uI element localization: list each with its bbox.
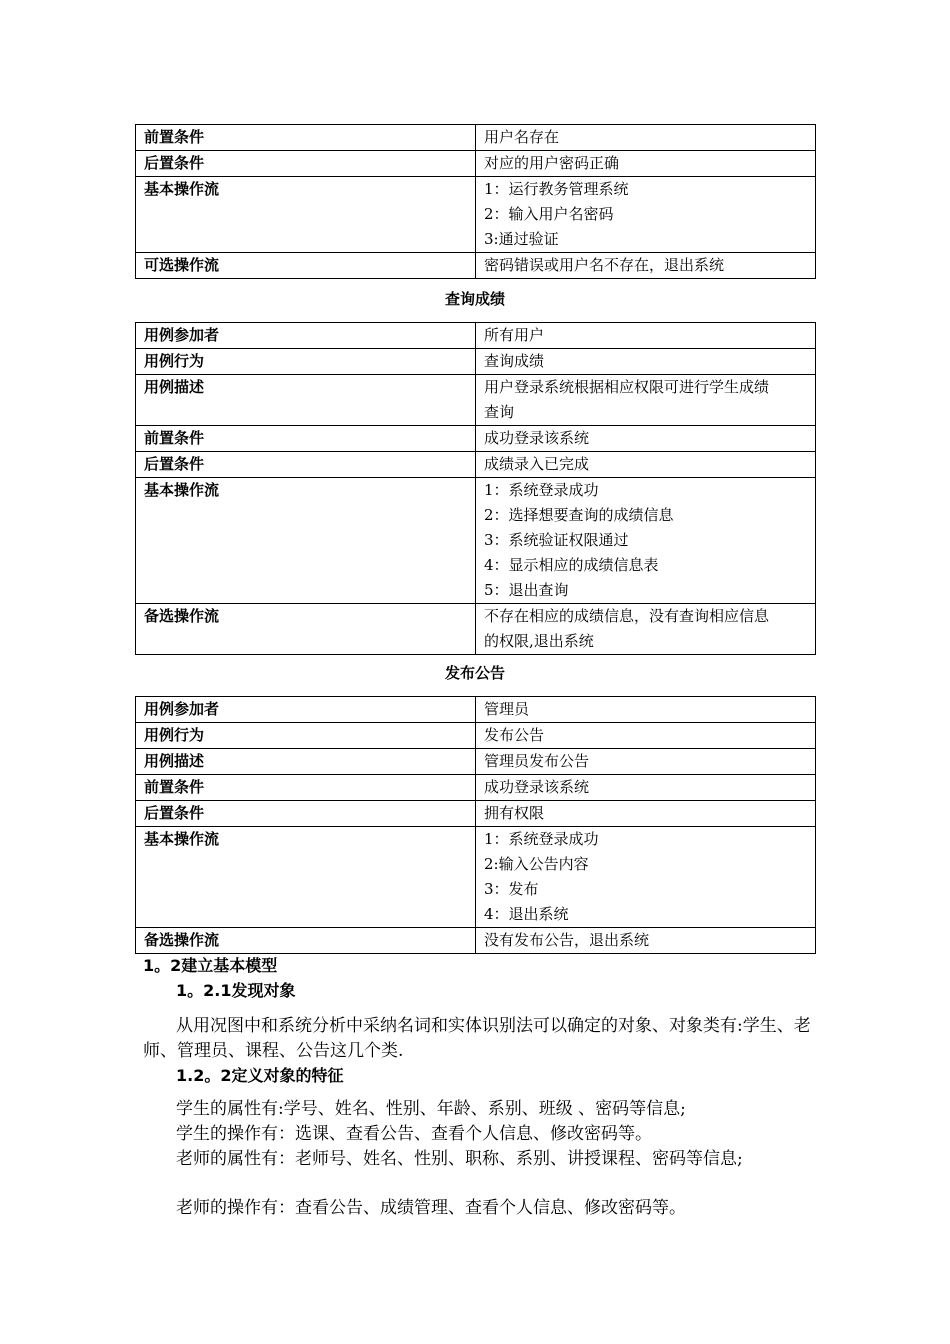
value-line: 查询成绩 bbox=[484, 352, 545, 370]
row-label: 基本操作流 bbox=[136, 827, 476, 928]
table-row bbox=[136, 749, 816, 775]
row-label: 前置条件 bbox=[136, 125, 476, 151]
table-row bbox=[136, 801, 816, 827]
row-value bbox=[476, 253, 816, 279]
value-line: 的权限,退出系统 bbox=[484, 632, 594, 650]
table-row bbox=[136, 151, 816, 177]
row-label: 备选操作流 bbox=[136, 604, 476, 655]
table-row bbox=[136, 697, 816, 723]
value-line: 4：退出系统 bbox=[484, 905, 569, 923]
row-value bbox=[476, 827, 816, 928]
table-row bbox=[136, 375, 816, 426]
table-row bbox=[136, 177, 816, 253]
paragraph-teacher-operations: 老师的操作有：查看公告、成绩管理、查看个人信息、修改密码等。 bbox=[176, 1198, 686, 1218]
row-label: 用例参加者 bbox=[136, 697, 476, 723]
section-heading-1-2-1: 1。2.1发现对象 bbox=[176, 981, 296, 1000]
table-row bbox=[136, 478, 816, 604]
value-line: 用户名存在 bbox=[484, 128, 560, 146]
value-line: 查询 bbox=[484, 403, 515, 421]
value-line: 不存在相应的成绩信息，没有查询相应信息 bbox=[484, 607, 770, 625]
paragraph-discover-objects: 从用况图中和系统分析中采纳名词和实体识别法可以确定的对象、对象类有:学生、老师、管理员、课程、公告这几个类. bbox=[143, 1016, 811, 1061]
use-case-table-publish-notice bbox=[135, 696, 816, 954]
section-heading-1-2: 1。2建立基本模型 bbox=[143, 956, 278, 975]
table-row bbox=[136, 928, 816, 954]
section-heading-1-2-2: 1.2。2定义对象的特征 bbox=[176, 1066, 344, 1085]
row-label: 用例描述 bbox=[136, 375, 476, 426]
row-label: 基本操作流 bbox=[136, 177, 476, 253]
row-value bbox=[476, 375, 816, 426]
value-line: 管理员发布公告 bbox=[484, 752, 590, 770]
row-label: 用例行为 bbox=[136, 349, 476, 375]
row-label: 前置条件 bbox=[136, 775, 476, 801]
row-value bbox=[476, 928, 816, 954]
row-label: 后置条件 bbox=[136, 151, 476, 177]
row-value bbox=[476, 125, 816, 151]
row-value bbox=[476, 177, 816, 253]
table-row bbox=[136, 775, 816, 801]
value-line: 所有用户 bbox=[484, 326, 545, 344]
table-caption-publish-notice: 发布公告 bbox=[444, 664, 505, 682]
value-line: 成功登录该系统 bbox=[484, 778, 590, 796]
row-value bbox=[476, 452, 816, 478]
row-value bbox=[476, 775, 816, 801]
value-line: 没有发布公告，退出系统 bbox=[484, 931, 650, 949]
value-line: 成功登录该系统 bbox=[484, 429, 590, 447]
row-label: 后置条件 bbox=[136, 452, 476, 478]
row-value bbox=[476, 604, 816, 655]
value-line: 3：系统验证权限通过 bbox=[484, 531, 629, 549]
table-caption-query-grades: 查询成绩 bbox=[444, 290, 505, 308]
table-row bbox=[136, 125, 816, 151]
row-value bbox=[476, 801, 816, 827]
value-line: 管理员 bbox=[484, 700, 530, 718]
value-line: 3:通过验证 bbox=[484, 230, 559, 248]
table-row bbox=[136, 426, 816, 452]
row-label: 基本操作流 bbox=[136, 478, 476, 604]
paragraph-student-attributes: 学生的属性有:学号、姓名、性别、年龄、系别、班级 、密码等信息; bbox=[176, 1099, 686, 1119]
value-line: 1：系统登录成功 bbox=[484, 481, 599, 499]
value-line: 用户登录系统根据相应权限可进行学生成绩 bbox=[484, 378, 770, 396]
row-label: 用例描述 bbox=[136, 749, 476, 775]
value-line: 1：运行教务管理系统 bbox=[484, 180, 629, 198]
row-value bbox=[476, 478, 816, 604]
value-line: 对应的用户密码正确 bbox=[484, 154, 620, 172]
row-value bbox=[476, 426, 816, 452]
row-label: 前置条件 bbox=[136, 426, 476, 452]
table-row bbox=[136, 604, 816, 655]
value-line: 成绩录入已完成 bbox=[484, 455, 590, 473]
value-line: 2：选择想要查询的成绩信息 bbox=[484, 506, 674, 524]
row-label: 用例参加者 bbox=[136, 323, 476, 349]
table-row bbox=[136, 349, 816, 375]
paragraph-teacher-attributes: 老师的属性有：老师号、姓名、性别、职称、系别、讲授课程、密码等信息; bbox=[176, 1149, 743, 1169]
table-row bbox=[136, 323, 816, 349]
row-value bbox=[476, 151, 816, 177]
row-value bbox=[476, 749, 816, 775]
table-row bbox=[136, 452, 816, 478]
row-value bbox=[476, 323, 816, 349]
row-value bbox=[476, 697, 816, 723]
value-line: 拥有权限 bbox=[484, 804, 545, 822]
value-line: 3：发布 bbox=[484, 880, 539, 898]
value-line: 密码错误或用户名不存在，退出系统 bbox=[484, 256, 725, 274]
row-label: 备选操作流 bbox=[136, 928, 476, 954]
row-label: 可选操作流 bbox=[136, 253, 476, 279]
use-case-table-query-grades bbox=[135, 322, 816, 655]
value-line: 发布公告 bbox=[484, 726, 545, 744]
value-line: 5：退出查询 bbox=[484, 581, 569, 599]
value-line: 2:输入公告内容 bbox=[484, 855, 589, 873]
table-row bbox=[136, 723, 816, 749]
use-case-table-login bbox=[135, 124, 816, 279]
row-value bbox=[476, 723, 816, 749]
value-line: 4：显示相应的成绩信息表 bbox=[484, 556, 659, 574]
row-value bbox=[476, 349, 816, 375]
table-row bbox=[136, 253, 816, 279]
paragraph-student-operations: 学生的操作有：选课、查看公告、查看个人信息、修改密码等。 bbox=[176, 1124, 652, 1144]
row-label: 用例行为 bbox=[136, 723, 476, 749]
value-line: 2：输入用户名密码 bbox=[484, 205, 614, 223]
value-line: 1：系统登录成功 bbox=[484, 830, 599, 848]
row-label: 后置条件 bbox=[136, 801, 476, 827]
table-row bbox=[136, 827, 816, 928]
